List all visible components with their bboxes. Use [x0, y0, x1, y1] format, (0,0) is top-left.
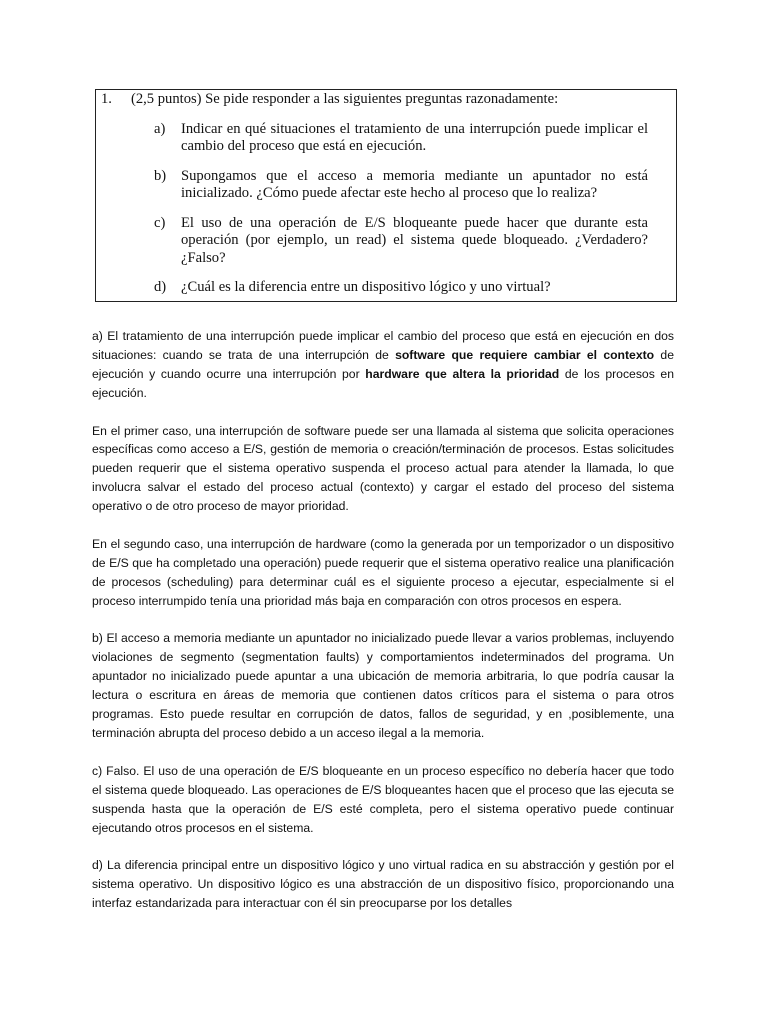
- answer-a-text-1: a) El tratamiento de una interrupción puede implicar el cambio del proceso que está en ejecución en dos situaciones: cuando se trata de una interrupción de: [92, 329, 674, 362]
- answer-d-paragraph: d) La diferencia principal entre un dispositivo lógico y uno virtual radica en su abstracción y gestión por el sistema operativo. Un dispositivo lógico es una abstracción de un dispositivo físico, proporcionando una interfaz estandarizada para interactuar con él sin preocuparse por los detalles: [92, 858, 674, 911]
- question-item-text: El uso de una operación de E/S bloqueante puede hacer que durante esta operación (por ejemplo, un read) el sistema quede bloqueado. ¿Verdadero? ¿Falso?: [181, 215, 648, 266]
- answer-a-bold-2: hardware que altera la prioridad: [365, 366, 560, 381]
- question-item-letter: a): [154, 121, 166, 137]
- question-item-b: [154, 168, 648, 203]
- question-header-text: (2,5 puntos) Se pide responder a las siguientes preguntas razonadamente:: [131, 91, 559, 107]
- question-header: [101, 91, 558, 108]
- answer-c-paragraph: c) Falso. El uso de una operación de E/S bloqueante en un proceso específico no debería hacer que todo el sistema quede bloqueado. Las operaciones de E/S bloqueantes hacen que el proceso que las ejecuta se suspenda hasta que la operación de E/S esté completa, pero el sistema operativo puede continuar ejecutando otros procesos en el sistema.: [92, 763, 674, 835]
- question-item-a: [154, 121, 648, 156]
- answers-section: [92, 327, 674, 932]
- question-item-letter: b): [154, 168, 167, 184]
- question-item-letter: d): [154, 279, 167, 295]
- question-item-letter: c): [154, 215, 166, 231]
- question-number: 1.: [101, 91, 112, 107]
- question-box: [95, 89, 677, 302]
- answer-a-text-3: de los procesos en ejecución.: [92, 366, 674, 400]
- question-item-text: ¿Cuál es la diferencia entre un dispositivo lógico y uno virtual?: [181, 279, 551, 295]
- question-item-text: Supongamos que el acceso a memoria mediante un apuntador no está inicializado. ¿Cómo puede afectar este hecho al proceso que lo realiza?: [181, 168, 648, 202]
- answer-a-text-2: de ejecución y cuando ocurre una interrupción por: [92, 347, 674, 381]
- question-item-text: Indicar en qué situaciones el tratamiento de una interrupción puede implicar el cambio del proceso que está en ejecución.: [181, 121, 648, 155]
- answer-a-paragraph-2: En el primer caso, una interrupción de software puede ser una llamada al sistema que solicita operaciones específicas como acceso a E/S, gestión de memoria o creación/terminación de procesos. Estas solicitudes pueden requerir que el sistema operativo suspenda el proceso actual para atender la llamada, lo que involucra salvar el estado del proceso actual (contexto) y cargar el estado del proceso del sistema operativo o de otro proceso de mayor prioridad.: [92, 423, 674, 514]
- answer-b-paragraph: b) El acceso a memoria mediante un apuntador no inicializado puede llevar a varios problemas, incluyendo violaciones de segmento (segmentation faults) y comportamientos indeterminados del programa. Un apuntador no inicializado puede apuntar a una ubicación de memoria arbitraria, lo que podría causar la lectura o escritura en áreas de memoria que contienen datos críticos para el sistema o para otros programas. Esto puede resultar en corrupción de datos, fallos de seguridad, y en ,posiblemente, una terminación abrupta del proceso debido a un acceso ilegal a la memoria.: [92, 631, 674, 740]
- answer-a-paragraph-3: En el segundo caso, una interrupción de hardware (como la generada por un temporizador o un dispositivo de E/S que ha completado una operación) puede requerir que el sistema operativo realice una planificación de procesos (scheduling) para determinar cuál es el siguiente proceso a ejecutar, especialmente si el proceso interrumpido tenía una prioridad más baja en comparación con otros procesos en espera.: [92, 536, 674, 608]
- answer-a-bold-1: software que requiere cambiar el contexto: [395, 347, 655, 362]
- answer-a-intro: [92, 327, 674, 403]
- question-item-d: [154, 279, 648, 296]
- question-item-c: [154, 215, 648, 267]
